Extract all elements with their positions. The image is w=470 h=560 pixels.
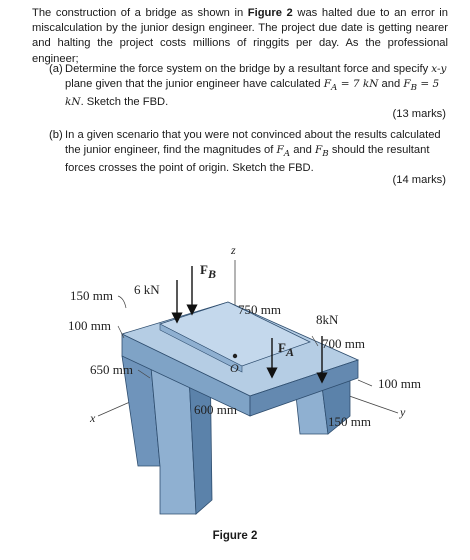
dim-150-left: 150 mm <box>70 288 113 303</box>
qa-fb-symbol: F <box>403 77 411 90</box>
fa-symbol: F <box>278 340 286 355</box>
fb-symbol: F <box>200 262 208 277</box>
dim-150-right: 150 mm <box>328 414 371 429</box>
x-axis-label: x <box>90 411 96 425</box>
qa-xy: x-y <box>431 63 447 75</box>
qa-fa <box>323 77 338 93</box>
question-b <box>49 128 447 176</box>
qb-fb-symbol: F <box>314 143 323 156</box>
qa-fa-value: = 7 kN <box>337 77 379 90</box>
figure-reference: Figure 2 <box>247 7 293 19</box>
figure-caption: Figure 2 <box>212 530 258 542</box>
qa-fa-symbol: F <box>323 77 332 90</box>
qa-fb-value: = 5 kN <box>65 77 440 109</box>
leader-150-left <box>118 296 126 308</box>
dim-700: 700 mm <box>322 336 365 351</box>
question-b-text <box>65 128 447 176</box>
fb-sub: B <box>207 267 216 281</box>
z-axis-label: z <box>231 243 236 257</box>
force-6kn-label: 6 kN <box>134 282 160 297</box>
leader-100-right <box>358 380 372 386</box>
qa-text-3: . Sketch the FBD. <box>80 96 169 109</box>
dim-750: 750 mm <box>238 302 281 317</box>
qb-fa <box>276 143 291 159</box>
intro-text-2: was halted due to an error in miscalculation by the junior design engineer. The project due date is getting nearer and halting the project costs millions of ringgits per day. As the professional engineer; <box>32 7 449 65</box>
qb-text-1: In a given scenario that you were not convinced about the results calculated the junior engineer, find the magnitudes of <box>65 129 441 156</box>
qb-text-2: should the resultant forces crosses the point of origin. Sketch the FBD. <box>65 143 430 175</box>
fa-sub: A <box>285 345 294 359</box>
qb-fa-symbol: F <box>276 143 284 156</box>
question-b-marks: (14 marks) <box>392 174 446 186</box>
qb-fa-sub: A <box>283 148 291 159</box>
intro-text-1: The construction of a bridge as shown in <box>32 7 248 19</box>
question-a-marks: (13 marks) <box>392 108 446 120</box>
leader-100-left <box>118 326 124 338</box>
question-a-label: (a) <box>49 63 63 75</box>
qa-fa-sub: A <box>331 82 338 93</box>
dim-650: 650 mm <box>90 362 133 377</box>
intro-paragraph <box>32 6 448 67</box>
qb-fb <box>314 143 329 159</box>
force-8kn-label: 8kN <box>316 312 339 327</box>
question-a <box>49 62 447 110</box>
qa-text-1: Determine the force system on the bridge by a resultant force and specify <box>65 63 432 75</box>
bridge-figure <box>60 238 460 528</box>
question-b-label: (b) <box>49 129 63 141</box>
qb-fb-sub: B <box>322 148 329 159</box>
dim-100-left: 100 mm <box>68 318 111 333</box>
qb-and: and <box>290 143 315 156</box>
y-axis-label: y <box>400 405 406 419</box>
qa-text-2: plane given that the junior engineer have calculated <box>65 77 324 90</box>
origin-point <box>233 354 237 358</box>
dim-600: 600 mm <box>194 402 237 417</box>
qa-and: and <box>378 77 404 90</box>
qa-fb-sub: B <box>410 82 418 93</box>
qa-fb <box>403 77 418 93</box>
origin-label: O <box>230 361 239 375</box>
dim-100-right: 100 mm <box>378 376 421 391</box>
fb-label <box>200 262 216 281</box>
question-a-text <box>65 62 447 110</box>
